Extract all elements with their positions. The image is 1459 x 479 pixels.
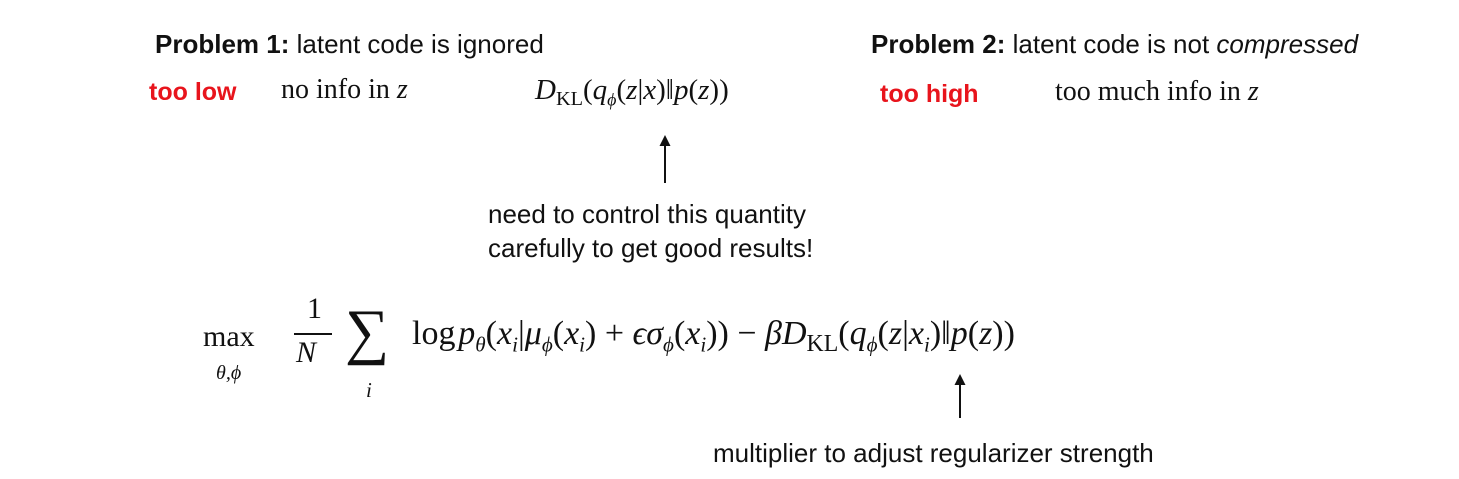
too-much-info-var: z xyxy=(1247,76,1259,107)
fraction-denominator: N xyxy=(296,336,317,369)
too-much-info-label: too much info in xyxy=(1055,76,1241,107)
problem1-text: latent code is ignored xyxy=(296,29,544,59)
sum-index: i xyxy=(366,378,372,402)
max-subscript: θ,ϕ xyxy=(216,362,242,384)
sum-symbol: ∑ xyxy=(345,298,390,366)
fraction-bar xyxy=(294,333,332,335)
too-much-info-text xyxy=(1055,76,1259,108)
note-line-2: carefully to get good results! xyxy=(488,233,814,263)
too-low-label: too low xyxy=(149,78,237,106)
fraction-numerator: 1 xyxy=(307,292,322,325)
up-arrow-icon xyxy=(950,374,970,420)
problem2-text: latent code is not xyxy=(1012,29,1210,59)
control-quantity-note xyxy=(488,197,813,265)
objective-equation xyxy=(203,292,1333,420)
kl-divergence-term: $D_{KL}(q_\phi(z|x)‖p(z))$ xyxy=(535,74,729,111)
objective-expression: log $p_\theta(x_i|\mu_\phi(x_i) + \epsilon\sigma_\phi(x_i))$ − $\beta D_{KL}(q_\phi(z|x_i)‖p(z))$ xyxy=(412,315,1015,358)
problem2-heading xyxy=(871,29,1358,60)
problem2-label: Problem 2: xyxy=(871,29,1006,59)
no-info-var: z xyxy=(396,74,408,105)
no-info-label: no info in xyxy=(281,74,390,105)
max-operator: max xyxy=(203,320,255,353)
up-arrow-icon xyxy=(655,135,675,185)
problem1-heading xyxy=(155,29,544,60)
problem1-label: Problem 1: xyxy=(155,29,290,59)
too-high-label: too high xyxy=(880,80,979,108)
multiplier-note: multiplier to adjust regularizer strength xyxy=(713,438,1154,468)
no-info-text xyxy=(281,74,408,106)
problem2-emphasis: compressed xyxy=(1216,29,1359,59)
note-line-1: need to control this quantity xyxy=(488,199,806,229)
